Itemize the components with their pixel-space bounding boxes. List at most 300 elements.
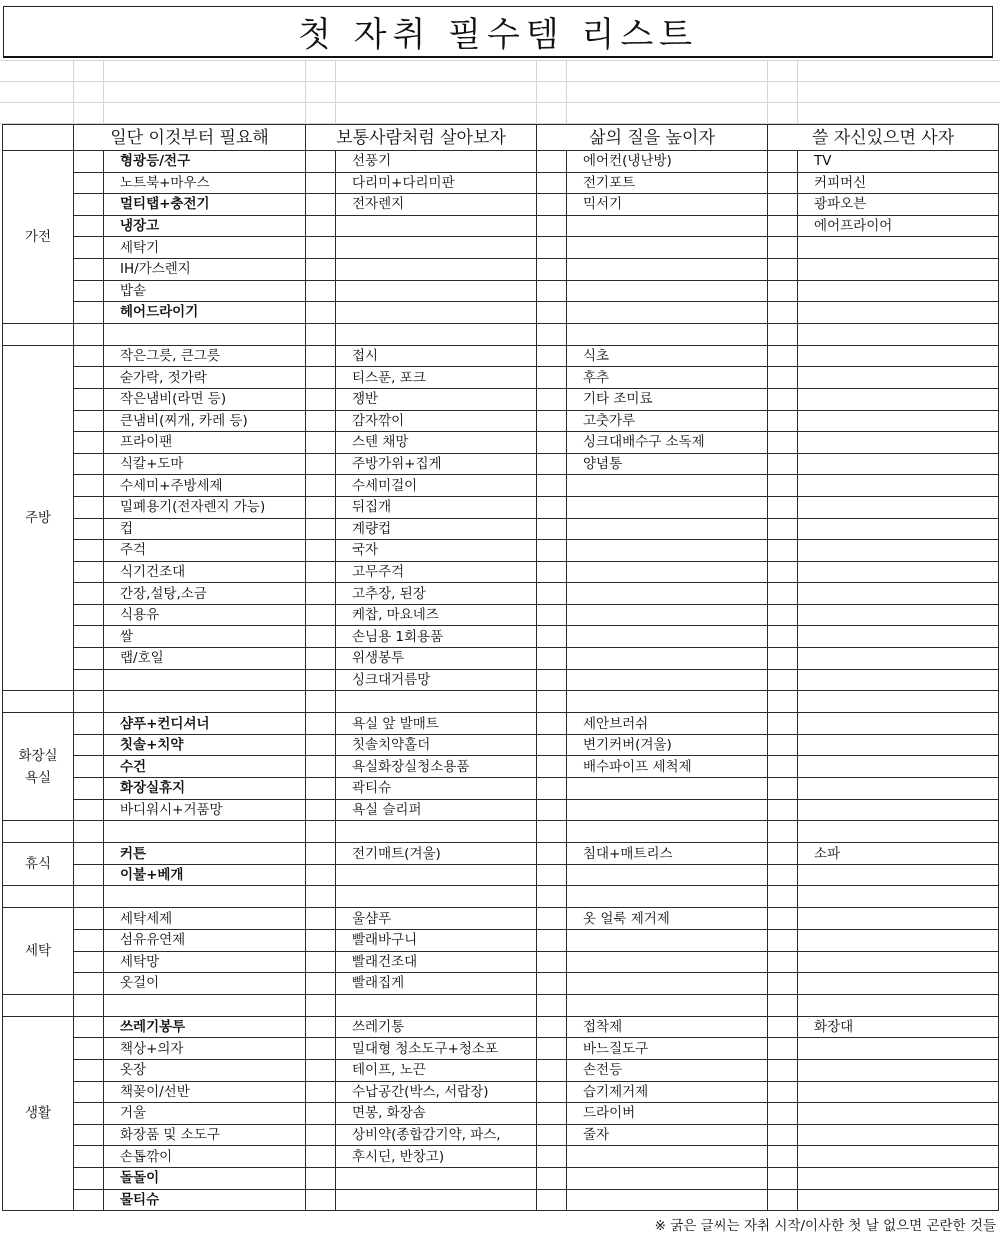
checkbox-cell[interactable] xyxy=(768,496,798,518)
list-item: 배수파이프 세척제 xyxy=(567,756,768,778)
table-row xyxy=(3,258,999,280)
checkbox-cell[interactable] xyxy=(768,799,798,821)
checkbox-cell[interactable] xyxy=(768,951,798,973)
empty-cell xyxy=(3,886,74,908)
checkbox-cell[interactable] xyxy=(306,799,336,821)
checkbox-cell[interactable] xyxy=(74,194,104,216)
checkbox-cell[interactable] xyxy=(306,583,336,605)
checkbox-cell[interactable] xyxy=(306,237,336,259)
list-item: 물티슈 xyxy=(104,1189,306,1211)
checkbox-cell[interactable] xyxy=(306,930,336,952)
list-item xyxy=(336,280,537,302)
checkbox-cell[interactable] xyxy=(768,453,798,475)
checkbox-cell[interactable] xyxy=(74,367,104,389)
column-header-optional: 쓸 자신있으면 사자 xyxy=(768,125,999,151)
checkbox-cell[interactable] xyxy=(768,151,798,173)
list-item xyxy=(567,496,768,518)
checkbox-cell[interactable] xyxy=(306,280,336,302)
checkbox-cell[interactable] xyxy=(306,367,336,389)
empty-cell xyxy=(306,886,336,908)
checkbox-cell[interactable] xyxy=(537,237,567,259)
table-row xyxy=(3,583,999,605)
checkbox-cell[interactable] xyxy=(537,1189,567,1211)
checkbox-cell[interactable] xyxy=(537,215,567,237)
checkbox-cell[interactable] xyxy=(768,908,798,930)
checkbox-cell[interactable] xyxy=(306,1146,336,1168)
checkbox-cell[interactable] xyxy=(306,345,336,367)
checkbox-cell[interactable] xyxy=(306,1167,336,1189)
checkbox-cell[interactable] xyxy=(306,1081,336,1103)
checkbox-cell[interactable] xyxy=(306,194,336,216)
checkbox-cell[interactable] xyxy=(537,151,567,173)
list-item: 기타 조미료 xyxy=(567,388,768,410)
table-row xyxy=(3,561,999,583)
empty-cell xyxy=(798,691,999,713)
checkbox-cell[interactable] xyxy=(306,778,336,800)
list-item xyxy=(798,1103,999,1125)
checkbox-cell[interactable] xyxy=(537,172,567,194)
table-row xyxy=(3,734,999,756)
list-item xyxy=(798,973,999,995)
list-item xyxy=(567,669,768,691)
list-item xyxy=(567,951,768,973)
checkbox-cell[interactable] xyxy=(537,410,567,432)
list-item: 곽티슈 xyxy=(336,778,537,800)
checkbox-cell[interactable] xyxy=(306,475,336,497)
category-cell: 휴식 xyxy=(3,843,74,886)
list-item: 전자렌지 xyxy=(336,194,537,216)
empty-cell xyxy=(336,691,537,713)
list-item: 책상+의자 xyxy=(104,1038,306,1060)
list-item: IH/가스렌지 xyxy=(104,258,306,280)
checkbox-cell[interactable] xyxy=(74,1081,104,1103)
checkbox-cell[interactable] xyxy=(74,561,104,583)
checkbox-cell[interactable] xyxy=(768,194,798,216)
checkbox-cell[interactable] xyxy=(537,626,567,648)
checkbox-cell[interactable] xyxy=(306,713,336,735)
checkbox-cell[interactable] xyxy=(306,1038,336,1060)
category-cell: 생활 xyxy=(3,1016,74,1210)
list-item: 작은그릇, 큰그릇 xyxy=(104,345,306,367)
list-item xyxy=(567,280,768,302)
list-item: 욕실화장실청소용품 xyxy=(336,756,537,778)
list-item: 국자 xyxy=(336,540,537,562)
checkbox-cell[interactable] xyxy=(306,496,336,518)
list-item xyxy=(798,367,999,389)
checkbox-cell[interactable] xyxy=(74,280,104,302)
checkbox-cell[interactable] xyxy=(537,280,567,302)
checkbox-cell[interactable] xyxy=(74,864,104,886)
list-item xyxy=(336,1189,537,1211)
checkbox-cell[interactable] xyxy=(306,258,336,280)
checkbox-cell[interactable] xyxy=(306,432,336,454)
list-item xyxy=(798,930,999,952)
list-item xyxy=(336,1167,537,1189)
checkbox-cell[interactable] xyxy=(537,194,567,216)
checkbox-cell[interactable] xyxy=(74,258,104,280)
empty-cell xyxy=(336,886,537,908)
checkbox-cell[interactable] xyxy=(74,1167,104,1189)
section-spacer-row xyxy=(3,323,999,345)
checkbox-cell[interactable] xyxy=(74,151,104,173)
checkbox-cell[interactable] xyxy=(537,432,567,454)
checkbox-cell[interactable] xyxy=(74,756,104,778)
checkbox-cell[interactable] xyxy=(768,540,798,562)
checkbox-cell[interactable] xyxy=(537,302,567,324)
checkbox-cell[interactable] xyxy=(74,648,104,670)
checkbox-cell[interactable] xyxy=(537,799,567,821)
checkbox-cell[interactable] xyxy=(306,864,336,886)
list-item xyxy=(798,388,999,410)
checkbox-cell[interactable] xyxy=(74,388,104,410)
list-item xyxy=(567,648,768,670)
checkbox-cell[interactable] xyxy=(537,1081,567,1103)
checkbox-cell[interactable] xyxy=(537,843,567,865)
checkbox-cell[interactable] xyxy=(306,540,336,562)
checkbox-cell[interactable] xyxy=(306,843,336,865)
checkbox-cell[interactable] xyxy=(537,475,567,497)
checkbox-cell[interactable] xyxy=(74,583,104,605)
checkbox-cell[interactable] xyxy=(74,1124,104,1146)
checkbox-cell[interactable] xyxy=(306,648,336,670)
checklist-table xyxy=(2,124,999,1211)
checkbox-cell[interactable] xyxy=(306,1124,336,1146)
list-item: 테이프, 노끈 xyxy=(336,1059,537,1081)
list-item: 화장대 xyxy=(798,1016,999,1038)
empty-cell xyxy=(74,821,104,843)
checkbox-cell[interactable] xyxy=(306,388,336,410)
list-item: 위생봉투 xyxy=(336,648,537,670)
checkbox-cell[interactable] xyxy=(768,345,798,367)
list-item xyxy=(798,496,999,518)
checkbox-cell[interactable] xyxy=(306,561,336,583)
checkbox-cell[interactable] xyxy=(768,1146,798,1168)
empty-cell xyxy=(768,886,798,908)
checkbox-cell[interactable] xyxy=(74,930,104,952)
checkbox-cell[interactable] xyxy=(768,973,798,995)
empty-cell xyxy=(798,323,999,345)
list-item: 케찹, 마요네즈 xyxy=(336,604,537,626)
checkbox-cell[interactable] xyxy=(74,1146,104,1168)
checkbox-cell[interactable] xyxy=(768,1059,798,1081)
checkbox-cell[interactable] xyxy=(537,713,567,735)
checkbox-cell[interactable] xyxy=(537,864,567,886)
checkbox-cell[interactable] xyxy=(306,215,336,237)
checkbox-cell[interactable] xyxy=(768,561,798,583)
table-row xyxy=(3,540,999,562)
checkbox-cell[interactable] xyxy=(537,734,567,756)
checkbox-cell[interactable] xyxy=(74,951,104,973)
list-item: 손전등 xyxy=(567,1059,768,1081)
list-item: 광파오븐 xyxy=(798,194,999,216)
checkbox-cell[interactable] xyxy=(537,367,567,389)
checkbox-cell[interactable] xyxy=(768,1081,798,1103)
checkbox-cell[interactable] xyxy=(537,453,567,475)
list-item: 싱크대거름망 xyxy=(336,669,537,691)
checkbox-cell[interactable] xyxy=(768,410,798,432)
list-item: 바느질도구 xyxy=(567,1038,768,1060)
table-row xyxy=(3,280,999,302)
table-row xyxy=(3,864,999,886)
checkbox-cell[interactable] xyxy=(74,453,104,475)
checkbox-cell[interactable] xyxy=(306,1016,336,1038)
checkbox-cell[interactable] xyxy=(768,215,798,237)
list-item xyxy=(798,302,999,324)
table-row xyxy=(3,1081,999,1103)
checkbox-cell[interactable] xyxy=(74,973,104,995)
table-row xyxy=(3,388,999,410)
table-row xyxy=(3,778,999,800)
checkbox-cell[interactable] xyxy=(768,302,798,324)
checkbox-cell[interactable] xyxy=(306,908,336,930)
list-item xyxy=(798,475,999,497)
checkbox-cell[interactable] xyxy=(74,1016,104,1038)
checkbox-cell[interactable] xyxy=(74,799,104,821)
list-item xyxy=(798,626,999,648)
empty-cell xyxy=(798,994,999,1016)
checkbox-cell[interactable] xyxy=(537,388,567,410)
list-item: 고추장, 된장 xyxy=(336,583,537,605)
checkbox-cell[interactable] xyxy=(537,345,567,367)
table-row xyxy=(3,1016,999,1038)
list-item: 쓰레기봉투 xyxy=(104,1016,306,1038)
checkbox-cell[interactable] xyxy=(537,604,567,626)
checkbox-cell[interactable] xyxy=(74,1103,104,1125)
checkbox-cell[interactable] xyxy=(768,1167,798,1189)
empty-cell xyxy=(537,821,567,843)
checkbox-cell[interactable] xyxy=(74,215,104,237)
checkbox-cell[interactable] xyxy=(537,258,567,280)
list-item: 화장품 및 소도구 xyxy=(104,1124,306,1146)
checkbox-cell[interactable] xyxy=(74,172,104,194)
checkbox-cell[interactable] xyxy=(74,669,104,691)
checkbox-cell[interactable] xyxy=(74,237,104,259)
checkbox-cell[interactable] xyxy=(768,778,798,800)
list-item: 에어프라이어 xyxy=(798,215,999,237)
list-item xyxy=(567,540,768,562)
header-category-cell xyxy=(3,125,74,151)
checkbox-cell[interactable] xyxy=(537,1103,567,1125)
checkbox-cell[interactable] xyxy=(537,778,567,800)
checkbox-cell[interactable] xyxy=(74,496,104,518)
checkbox-cell[interactable] xyxy=(768,1016,798,1038)
checkbox-cell[interactable] xyxy=(537,1167,567,1189)
checkbox-cell[interactable] xyxy=(537,1146,567,1168)
list-item: 손님용 1회용품 xyxy=(336,626,537,648)
checkbox-cell[interactable] xyxy=(74,908,104,930)
list-item xyxy=(567,561,768,583)
checkbox-cell[interactable] xyxy=(74,518,104,540)
list-item: 샴푸+컨디셔너 xyxy=(104,713,306,735)
checkbox-cell[interactable] xyxy=(306,302,336,324)
checkbox-cell[interactable] xyxy=(537,756,567,778)
checkbox-cell[interactable] xyxy=(768,237,798,259)
list-item: 선풍기 xyxy=(336,151,537,173)
table-row xyxy=(3,951,999,973)
list-item: 바디워시+거품망 xyxy=(104,799,306,821)
checkbox-cell[interactable] xyxy=(768,648,798,670)
checkbox-cell[interactable] xyxy=(306,756,336,778)
list-item: 믹서기 xyxy=(567,194,768,216)
checkbox-cell[interactable] xyxy=(537,669,567,691)
checkbox-cell[interactable] xyxy=(768,626,798,648)
empty-cell xyxy=(3,821,74,843)
checkbox-cell[interactable] xyxy=(768,280,798,302)
grid-line xyxy=(797,60,798,124)
checkbox-cell[interactable] xyxy=(74,345,104,367)
list-item: 싱크대배수구 소독제 xyxy=(567,432,768,454)
table-row xyxy=(3,648,999,670)
checkbox-cell[interactable] xyxy=(768,583,798,605)
checkbox-cell[interactable] xyxy=(74,1189,104,1211)
section-spacer-row xyxy=(3,886,999,908)
checkbox-cell[interactable] xyxy=(306,172,336,194)
checkbox-cell[interactable] xyxy=(768,1124,798,1146)
empty-cell xyxy=(336,821,537,843)
checkbox-cell[interactable] xyxy=(306,669,336,691)
checkbox-cell[interactable] xyxy=(306,151,336,173)
checkbox-cell[interactable] xyxy=(74,432,104,454)
list-item: 식초 xyxy=(567,345,768,367)
footnote: ※ 굵은 글씨는 자취 시작/이사한 첫 날 없으면 곤란한 것들 xyxy=(654,1218,996,1234)
list-item xyxy=(798,540,999,562)
category-cell: 세탁 xyxy=(3,908,74,994)
list-item xyxy=(798,280,999,302)
checkbox-cell[interactable] xyxy=(306,626,336,648)
empty-cell xyxy=(306,994,336,1016)
list-item: 줄자 xyxy=(567,1124,768,1146)
table-row xyxy=(3,973,999,995)
checkbox-cell[interactable] xyxy=(768,1038,798,1060)
checkbox-cell[interactable] xyxy=(537,930,567,952)
list-item: 랩/호일 xyxy=(104,648,306,670)
list-item xyxy=(798,799,999,821)
checkbox-cell[interactable] xyxy=(537,1038,567,1060)
checkbox-cell[interactable] xyxy=(74,1059,104,1081)
list-item xyxy=(798,518,999,540)
checkbox-cell[interactable] xyxy=(306,1059,336,1081)
checkbox-cell[interactable] xyxy=(537,1059,567,1081)
checkbox-cell[interactable] xyxy=(74,778,104,800)
checkbox-cell[interactable] xyxy=(306,973,336,995)
checkbox-cell[interactable] xyxy=(768,432,798,454)
checkbox-cell[interactable] xyxy=(537,908,567,930)
list-item: 세안브러쉬 xyxy=(567,713,768,735)
list-item xyxy=(567,864,768,886)
checkbox-cell[interactable] xyxy=(768,1189,798,1211)
list-item xyxy=(567,973,768,995)
grid-line xyxy=(103,60,104,124)
list-item: 돌돌이 xyxy=(104,1167,306,1189)
list-item: 뒤집개 xyxy=(336,496,537,518)
checkbox-cell[interactable] xyxy=(768,604,798,626)
list-item: 습기제거제 xyxy=(567,1081,768,1103)
checkbox-cell[interactable] xyxy=(768,367,798,389)
checkbox-cell[interactable] xyxy=(537,496,567,518)
checkbox-cell[interactable] xyxy=(768,864,798,886)
checkbox-cell[interactable] xyxy=(768,475,798,497)
checkbox-cell[interactable] xyxy=(306,410,336,432)
list-item: 섬유유연제 xyxy=(104,930,306,952)
list-item: 다리미+다리미판 xyxy=(336,172,537,194)
checkbox-cell[interactable] xyxy=(74,626,104,648)
empty-cell xyxy=(567,994,768,1016)
list-item: 욕실 슬리퍼 xyxy=(336,799,537,821)
checkbox-cell[interactable] xyxy=(537,561,567,583)
list-item: 형광등/전구 xyxy=(104,151,306,173)
checkbox-cell[interactable] xyxy=(537,1016,567,1038)
checkbox-cell[interactable] xyxy=(74,302,104,324)
checkbox-cell[interactable] xyxy=(306,604,336,626)
checkbox-cell[interactable] xyxy=(537,518,567,540)
empty-cell xyxy=(74,886,104,908)
checkbox-cell[interactable] xyxy=(768,734,798,756)
list-item xyxy=(798,908,999,930)
checkbox-cell[interactable] xyxy=(537,540,567,562)
checkbox-cell[interactable] xyxy=(768,518,798,540)
list-item: 이불+베개 xyxy=(104,864,306,886)
checkbox-cell[interactable] xyxy=(768,258,798,280)
checkbox-cell[interactable] xyxy=(768,843,798,865)
checkbox-cell[interactable] xyxy=(306,1189,336,1211)
checkbox-cell[interactable] xyxy=(768,669,798,691)
list-item xyxy=(798,734,999,756)
checkbox-cell[interactable] xyxy=(74,1038,104,1060)
list-item: 전기포트 xyxy=(567,172,768,194)
checkbox-cell[interactable] xyxy=(306,453,336,475)
checkbox-cell[interactable] xyxy=(74,713,104,735)
checkbox-cell[interactable] xyxy=(306,518,336,540)
list-item: 식용유 xyxy=(104,604,306,626)
empty-cell xyxy=(74,691,104,713)
table-row xyxy=(3,453,999,475)
checkbox-cell[interactable] xyxy=(74,540,104,562)
list-item: 수세미걸이 xyxy=(336,475,537,497)
table-row xyxy=(3,367,999,389)
column-header-quality: 삶의 질을 높이자 xyxy=(537,125,768,151)
checkbox-cell[interactable] xyxy=(768,713,798,735)
checkbox-cell[interactable] xyxy=(74,843,104,865)
checkbox-cell[interactable] xyxy=(537,951,567,973)
checkbox-cell[interactable] xyxy=(74,604,104,626)
table-row xyxy=(3,215,999,237)
checkbox-cell[interactable] xyxy=(74,475,104,497)
checkbox-cell[interactable] xyxy=(306,951,336,973)
empty-cell xyxy=(768,821,798,843)
checkbox-cell[interactable] xyxy=(306,1103,336,1125)
list-item: 드라이버 xyxy=(567,1103,768,1125)
checkbox-cell[interactable] xyxy=(537,973,567,995)
list-item xyxy=(336,258,537,280)
checkbox-cell[interactable] xyxy=(768,756,798,778)
empty-cell xyxy=(768,323,798,345)
checkbox-cell[interactable] xyxy=(768,388,798,410)
empty-cell xyxy=(336,994,537,1016)
table-row xyxy=(3,713,999,735)
checkbox-cell[interactable] xyxy=(768,1103,798,1125)
list-item: 접착제 xyxy=(567,1016,768,1038)
checkbox-cell[interactable] xyxy=(768,172,798,194)
checkbox-cell[interactable] xyxy=(537,583,567,605)
checkbox-cell[interactable] xyxy=(74,410,104,432)
checkbox-cell[interactable] xyxy=(537,648,567,670)
checkbox-cell[interactable] xyxy=(74,734,104,756)
checkbox-cell[interactable] xyxy=(537,1124,567,1146)
list-item xyxy=(567,799,768,821)
checkbox-cell[interactable] xyxy=(306,734,336,756)
empty-cell xyxy=(3,691,74,713)
checkbox-cell[interactable] xyxy=(768,930,798,952)
